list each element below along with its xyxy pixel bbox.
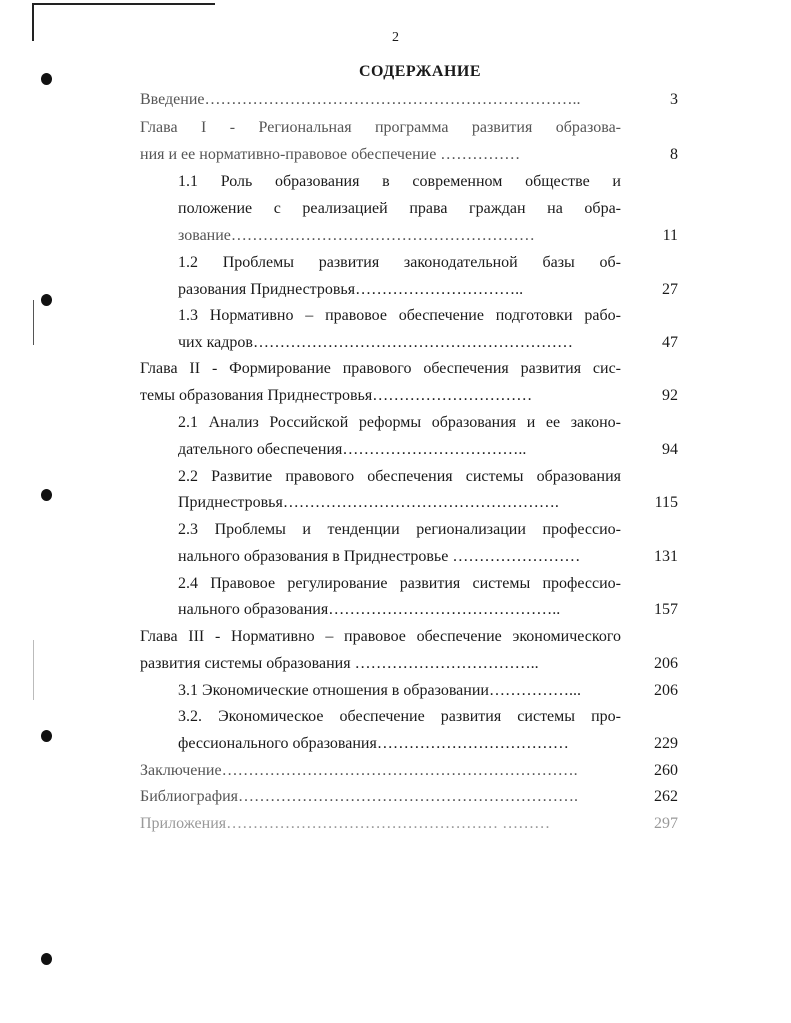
toc-entry-page: 47 [662, 334, 678, 351]
toc-entry-line: 2.2 Развитие правового обеспечения системы образования [178, 468, 621, 485]
toc-entry-line: разования Приднестровья………………………….. [178, 281, 524, 298]
punch-hole [41, 489, 52, 501]
toc-entry-line: 3.2. Экономическое обеспечение развития системы про- [178, 708, 621, 725]
toc-entry-line: Введение…………………………………………………………….. [140, 91, 581, 108]
toc-entry-line: Заключение…………………………………………………………. [140, 762, 578, 779]
toc-entry-page: 92 [662, 387, 678, 404]
toc-entry-page: 262 [654, 788, 678, 805]
toc-entry-line: 1.1 Роль образования в современном обществе и [178, 173, 621, 190]
toc-entry-line: нального образования…………………………………….. [178, 601, 561, 618]
page-number: 2 [392, 30, 399, 45]
scan-corner-mark [32, 3, 215, 5]
toc-entry-page: 131 [654, 548, 678, 565]
toc-entry-line: Приднестровья……………………………………………. [178, 494, 559, 511]
toc-entry-page: 27 [662, 281, 678, 298]
toc-entry-page: 94 [662, 441, 678, 458]
toc-entry-line: 3.1 Экономические отношения в образовании……………... [178, 682, 581, 699]
toc-entry-line: 2.4 Правовое регулирование развития системы профессио- [178, 575, 621, 592]
scan-edge-mark [33, 300, 34, 345]
toc-entry-page: 206 [654, 655, 678, 672]
toc-entry-line: развития системы образования …………………………….. [140, 655, 539, 672]
scan-edge-mark [33, 640, 34, 700]
toc-entry-line: Библиография………………………………………………………. [140, 788, 578, 805]
toc-entry-line: ния и ее нормативно-правовое обеспечение …………… [140, 146, 521, 163]
punch-hole [41, 730, 52, 742]
toc-entry-page: 115 [654, 494, 678, 511]
toc-entry-page: 206 [654, 682, 678, 699]
toc-entry-page: 260 [654, 762, 678, 779]
toc-entry-line: фессионального образования……………………………… [178, 735, 569, 752]
toc-entry-line: зование………………………………………………… [178, 227, 535, 244]
toc-entry-line: 1.3 Нормативно – правовое обеспечение подготовки рабо- [178, 307, 621, 324]
toc-entry-page: 8 [670, 146, 678, 163]
toc-entry-page: 157 [654, 601, 678, 618]
toc-entry-page: 3 [670, 91, 678, 108]
toc-title: СОДЕРЖАНИЕ [358, 63, 482, 80]
toc-entry-line: нального образования в Приднестровье …………………… [178, 548, 581, 565]
toc-entry-line: Глава I - Региональная программа развития образова- [140, 119, 621, 136]
toc-entry-line: положение с реализацией права граждан на обра- [178, 200, 621, 217]
punch-hole [41, 953, 52, 965]
toc-entry-page: 11 [662, 227, 678, 244]
toc-entry-page: 229 [654, 735, 678, 752]
toc-entry-line: 2.1 Анализ Российской реформы образования и ее законо- [178, 414, 621, 431]
toc-entry-line: Глава II - Формирование правового обеспечения развития сис- [140, 360, 621, 377]
toc-entry-page: 297 [654, 815, 678, 832]
toc-entry-line: дательного обеспечения…………………………….. [178, 441, 527, 458]
toc-entry-line: Приложения…………………………………………… ……… [140, 815, 551, 832]
toc-entry-line: Глава III - Нормативно – правовое обеспечение экономического [140, 628, 621, 645]
toc-entry-line: темы образования Приднестровья………………………… [140, 387, 533, 404]
toc-entry-line: чих кадров…………………………………………………… [178, 334, 573, 351]
punch-hole [41, 294, 52, 306]
toc-entry-line: 2.3 Проблемы и тенденции регионализации профессио- [178, 521, 621, 538]
toc-entry-line: 1.2 Проблемы развития законодательной базы об- [178, 254, 621, 271]
